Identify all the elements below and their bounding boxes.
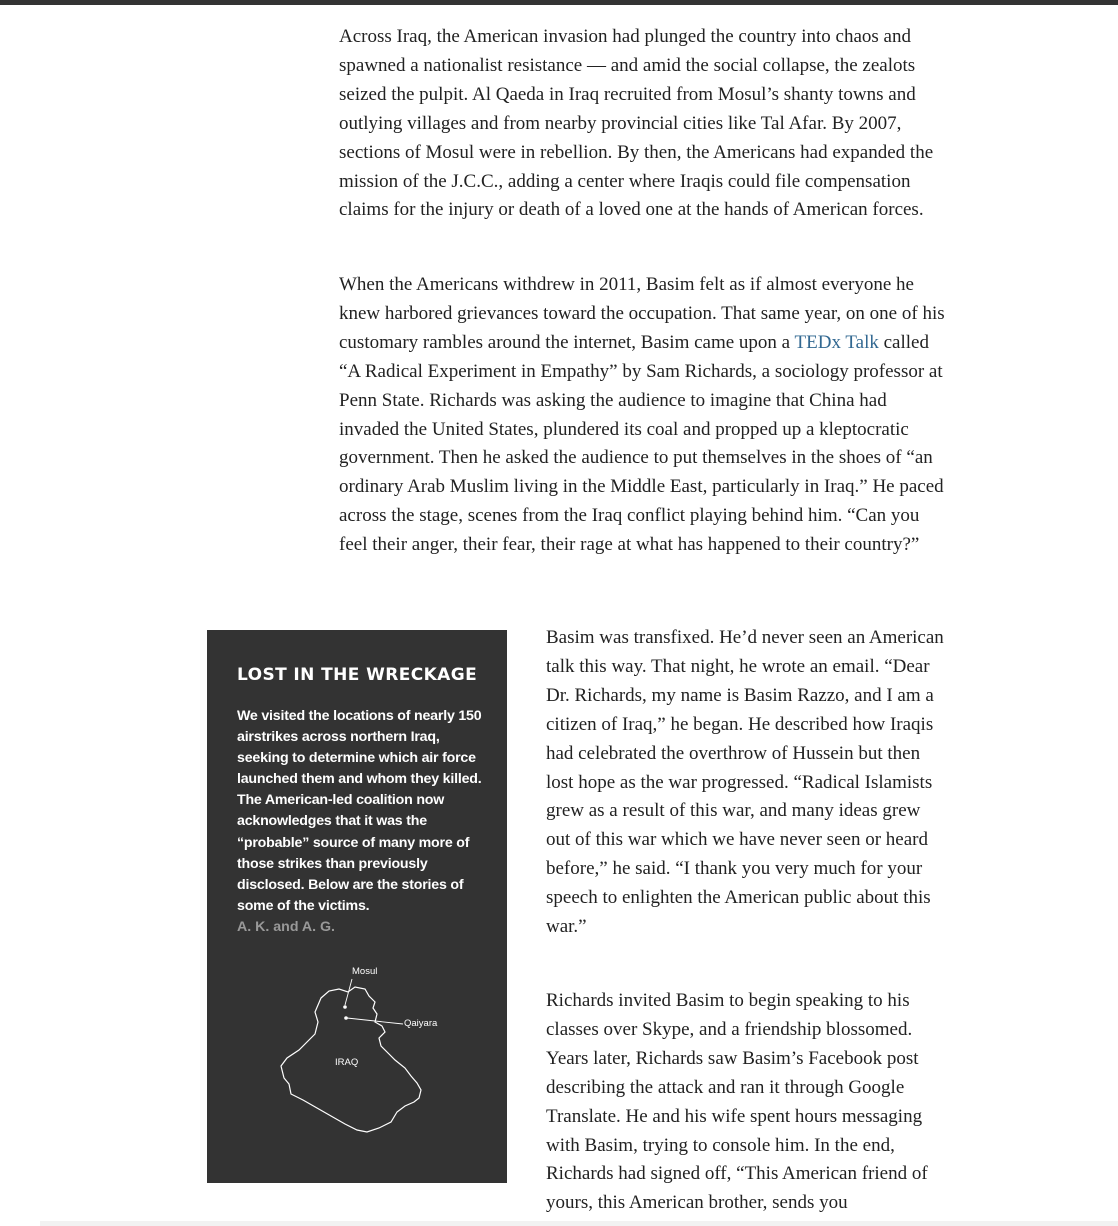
map-label-mosul: Mosul [352,966,378,977]
bottom-edge [40,1221,1118,1226]
tedx-talk-link[interactable]: TEDx Talk [794,331,879,353]
promo-title: LOST IN THE WRECKAGE [237,665,478,685]
promo-description: We visited the locations of nearly 150 airstrikes across northern Iraq, seeking to determine which air force launched them and whom they killed. The American-led coalition now acknowledges that it was the “probable” source of many more of those strikes than previously disclosed. Below are the stories of some of the victims. [237,708,482,914]
qaiyara-marker [344,1016,348,1020]
article-paragraph-2 [339,271,945,560]
article-paragraph-4: Richards invited Basim to begin speaking to his classes over Skype, and a friendship blossomed. Years later, Richards saw Basim’s Facebook post describing the attack and ran it through Google Translate. He and his wife spent hours messaging with Basim, trying to console him. In the end, Richards had signed off, “This American friend of yours, this American brother, sends you [546,990,928,1214]
top-rule [0,0,1118,5]
lost-in-the-wreckage-promo[interactable] [207,630,507,1183]
article-paragraph-3: Basim was transfixed. He’d never seen an American talk this way. That night, he wrote an email. “Dear Dr. Richards, my name is Basim Razzo, and I am a citizen of Iraq,” he began. He described how Iraqis had celebrated the overthrow of Hussein but then lost hope as the war progressed. “Radical Islamists grew as a result of this war, and many ideas grew out of this war which we have never seen or heard before,” he said. “I thank you very much for your speech to enlighten the American public about this war.” [546,627,944,938]
paragraph-text: called “A Radical Experiment in Empathy” by Sam Richards, a sociology professor at Penn State. Richards was asking the audience to imagine that China had invaded the United States, plundered its coal and propped up a kleptocratic government. Then he asked the audience to put themselves in the shoes of “an ordinary Arab Muslim living in the Middle East, particularly in Iraq.” He paced across the stage, scenes from the Iraq conflict playing behind him. “Can you feel their anger, their fear, their rage at what has happened to their country?” [339,331,944,556]
mosul-marker [343,1005,347,1009]
map-label-qaiyara: Qaiyara [404,1018,438,1029]
promo-byline: A. K. and A. G. [237,919,336,935]
article-paragraph-1: Across Iraq, the American invasion had plunged the country into chaos and spawned a nationalist resistance — and amid the social collapse, the zealots seized the pulpit. Al Qaeda in Iraq recruited from Mosul’s shanty towns and outlying villages and from nearby provincial cities like Tal Afar. By 2007, sections of Mosul were in rebellion. By then, the Americans had expanded the mission of the J.C.C., adding a center where Iraqis could file compensation claims for the injury or death of a loved one at the hands of American forces. [339,26,934,221]
iraq-map [207,950,507,1150]
map-label-iraq: IRAQ [335,1057,359,1068]
paragraph-text: When the Americans withdrew in 2011, Basim felt as if almost everyone he knew harbored grievances toward the occupation. That same year, on one of his customary rambles around the internet, Basim came upon a [339,274,945,353]
